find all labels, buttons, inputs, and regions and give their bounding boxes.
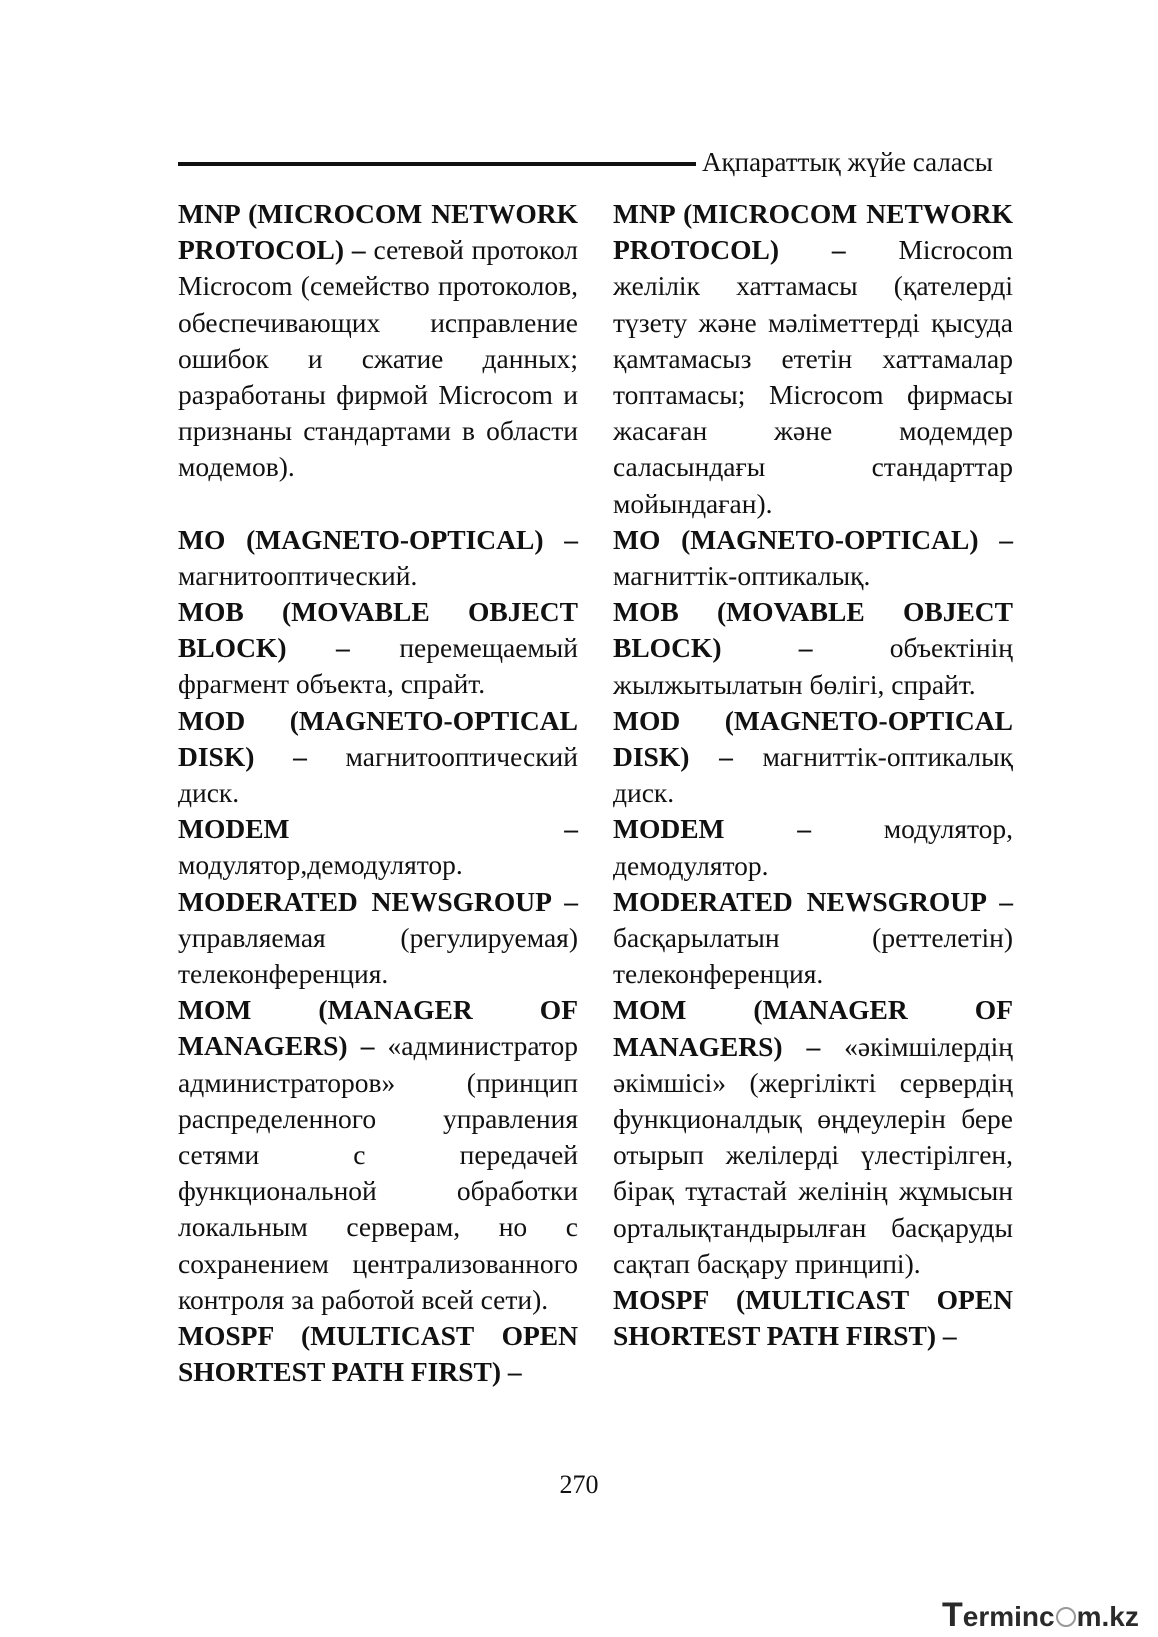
right-column-kazakh <box>613 196 1013 1355</box>
entry-term: MODEM <box>178 813 290 845</box>
glossary-entry <box>613 594 1013 703</box>
entry-term: MODERATED NEWSGROUP <box>613 885 986 917</box>
entry-dash: – <box>286 632 400 664</box>
entry-dash: – <box>721 632 890 664</box>
entry-dash: – <box>724 813 884 845</box>
glossary-entry <box>178 884 578 993</box>
left-column-russian <box>178 196 578 1391</box>
entry-term: MOSPF (MULTICAST OPEN SHORTEST PATH FIRST) <box>178 1320 578 1388</box>
entry-dash: – <box>543 523 578 555</box>
entry-term: MO (MAGNETO-OPTICAL) <box>613 523 979 555</box>
entry-definition: магниттік-оптикалық. <box>613 560 871 592</box>
entry-term: MOD (MAGNETO-OPTICAL DISK) <box>613 704 1013 773</box>
entry-term: MNP (MICROCOM NETWORK PROTOCOL) <box>613 198 1013 266</box>
watermark-text: erminc <box>962 1601 1055 1632</box>
glossary-entry <box>613 1282 1013 1354</box>
entry-dash: – <box>344 234 374 266</box>
entry-definition: управляемая (регулируемая) телеконференция. <box>178 921 578 990</box>
entry-dash: – <box>779 234 899 266</box>
entry-definition: модулятор,демодулятор. <box>178 849 463 881</box>
entry-dash: – <box>289 813 578 845</box>
entry-definition: Microcom желілік хаттамасы (қателерді түзету және мәліметтерді қысуда қамтамасыз ететін хаттамалар топтамасы; Microcom фирмасы жасаған және модемдер саласындағы стандарттар мойындаған). <box>613 234 1013 519</box>
watermark-initial: T <box>942 1596 963 1634</box>
entry-term: MO (MAGNETO-OPTICAL) <box>178 523 544 555</box>
magnifier-icon <box>1056 1607 1076 1627</box>
glossary-entry <box>178 196 578 486</box>
entry-term: MOM (MANAGER OF MANAGERS) <box>178 994 578 1062</box>
entry-definition: объектінің жылжытылатын бөлігі, спрайт. <box>613 632 1013 700</box>
entry-dash: – <box>347 1030 388 1062</box>
entry-term: MOSPF (MULTICAST OPEN SHORTEST PATH FIRST) <box>613 1284 1013 1352</box>
entry-definition: магнитооптический диск. <box>178 740 578 809</box>
glossary-entry <box>178 811 578 883</box>
entry-definition: магнитооптический. <box>178 559 418 591</box>
glossary-entry <box>178 594 578 703</box>
glossary-entry <box>613 703 1013 812</box>
entry-dash: – <box>985 885 1013 917</box>
glossary-entry <box>178 1318 578 1390</box>
site-watermark <box>942 1596 1139 1635</box>
glossary-entry <box>613 811 1013 883</box>
entry-dash: – <box>689 741 763 773</box>
glossary-entry <box>178 522 578 594</box>
entry-definition: «әкімшілердің әкімшісі» (жергілікті сервердің функционалдық өңдеулерін бере отырып желілерді үлестірілген, бірақ тұтастай желінің жұмысын орталықтандырылған басқаруды сақтап басқару принципі). <box>613 1030 1013 1279</box>
entry-definition: басқарылатын (реттелетін) телеконференция. <box>613 922 1013 990</box>
header-rule <box>178 162 696 166</box>
entry-term: MOD (MAGNETO-OPTICAL DISK) <box>178 704 578 772</box>
glossary-entry <box>613 884 1013 993</box>
glossary-entry <box>613 522 1013 594</box>
glossary-entry <box>613 196 1013 522</box>
entry-definition: магниттік-оптикалық диск. <box>613 741 1013 809</box>
entry-term: MOB (MOVABLE OBJECT BLOCK) <box>613 596 1013 664</box>
page-number: 270 <box>559 1470 599 1499</box>
running-header: Ақпараттық жүйе саласы <box>702 147 993 177</box>
entry-dash: – <box>936 1320 957 1352</box>
entry-dash: – <box>501 1356 522 1388</box>
entry-term: MOM (MANAGER OF MANAGERS) <box>613 994 1013 1062</box>
glossary-entry <box>178 992 578 1318</box>
entry-dash: – <box>254 740 346 772</box>
entry-definition: модулятор, демодулятор. <box>613 813 1013 881</box>
entry-term: MODERATED NEWSGROUP <box>178 885 551 917</box>
entry-dash: – <box>782 1030 845 1062</box>
entry-dash: – <box>978 523 1013 555</box>
entry-definition: «администратор администраторов» (принцип распределенного управления сетями с передачей функциональной обработки локальным серверам, но с сохранением централизованного контроля за работой всей сети). <box>178 1030 578 1315</box>
entry-definition: сетевой протокол Microcom (семейство протоколов, обеспечивающих исправление ошибок и сжатие данных; разработаны фирмой Microcom и признаны стандартами в области модемов). <box>178 234 578 483</box>
entry-term: MOB (MOVABLE OBJECT BLOCK) <box>178 596 578 664</box>
entry-dash: – <box>550 885 578 917</box>
glossary-entry <box>613 992 1013 1282</box>
glossary-entry <box>178 703 578 812</box>
entry-definition: перемещаемый фрагмент объекта, спрайт. <box>178 632 578 700</box>
entry-term: MNP (MICROCOM NETWORK PROTOCOL) <box>178 198 578 266</box>
entry-term: MODEM <box>613 813 725 845</box>
watermark-domain: m.kz <box>1076 1601 1139 1632</box>
